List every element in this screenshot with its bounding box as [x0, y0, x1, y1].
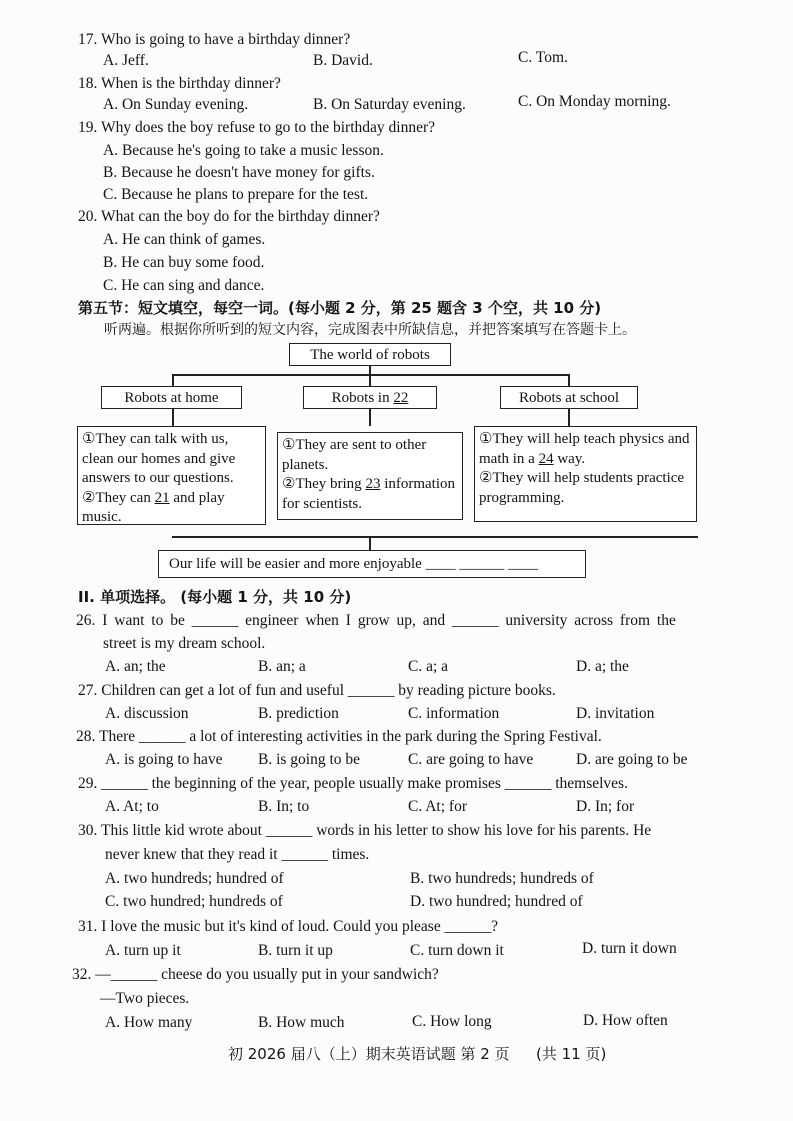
- q30-option-c: C. two hundred; hundreds of: [105, 893, 283, 910]
- branch-mid-box: [303, 386, 437, 409]
- q19-option-a: A. Because he's going to take a music lesson.: [103, 142, 384, 159]
- q27-option-a: A. discussion: [105, 705, 189, 722]
- q29-stem: 29. ______ the beginning of the year, people usually make promises ______ themselves.: [78, 775, 628, 792]
- q29-option-c: C. At; for: [408, 798, 467, 815]
- q17-option-a: A. Jeff.: [103, 52, 149, 69]
- q26-line1: 26. I want to be ______ engineer when I grow up, and ______ university across from the: [76, 612, 676, 629]
- q32-option-a: A. How many: [105, 1014, 193, 1031]
- q18-option-a: A. On Sunday evening.: [103, 96, 249, 113]
- connector-line: [172, 409, 174, 426]
- q20-stem: 20. What can the boy do for the birthday dinner?: [78, 208, 380, 225]
- q17-option-c: C. Tom.: [518, 49, 568, 66]
- q26-option-c: C. a; a: [408, 658, 449, 675]
- branch-school-label: Robots at school: [519, 389, 619, 406]
- q30-option-b: B. two hundreds; hundreds of: [410, 870, 594, 887]
- connector-line: [172, 536, 698, 538]
- q31-option-b: B. turn it up: [258, 942, 333, 959]
- connector-line: [172, 374, 174, 386]
- q30-option-d: D. two hundred; hundred of: [410, 893, 583, 910]
- q32-line2: —Two pieces.: [100, 990, 190, 1007]
- q29-option-d: D. In; for: [576, 798, 635, 815]
- conclusion-box: [158, 550, 586, 578]
- q32-option-d: D. How often: [583, 1012, 668, 1029]
- branch-home-label: Robots at home: [124, 389, 219, 406]
- q18-option-b: B. On Saturday evening.: [313, 96, 466, 113]
- school-detail-1: ①They will help teach physics and math in a 24 way.: [479, 431, 690, 467]
- part2-heading: II. 单项选择。 (每小题 1 分，共 10 分): [78, 588, 352, 606]
- q32-option-b: B. How much: [258, 1014, 345, 1031]
- q27-option-c: C. information: [408, 705, 500, 722]
- school-detail-box: [474, 426, 697, 522]
- q30-option-a: A. two hundreds; hundred of: [105, 870, 284, 887]
- q28-option-c: C. are going to have: [408, 751, 534, 768]
- home-detail-2: ②They can 21 and play music.: [82, 489, 225, 525]
- blank-22: 22: [393, 389, 409, 406]
- q28-stem: 28. There ______ a lot of interesting activities in the park during the Spring Festival.: [76, 728, 602, 745]
- q26-line2: street is my dream school.: [103, 635, 266, 652]
- blank-24: 24: [538, 450, 554, 467]
- page-total: (共 11 页): [536, 1045, 607, 1063]
- blank-21: 21: [154, 489, 170, 506]
- q18-stem: 18. When is the birthday dinner?: [78, 75, 281, 92]
- mid-detail-1: ①They are sent to other planets.: [282, 437, 427, 473]
- q30-line2: never knew that they read it ______ times.: [105, 846, 370, 863]
- q30-line1: 30. This little kid wrote about ______ words in his letter to show his love for his parents. He: [78, 822, 652, 839]
- section5-heading: 第五节：短文填空，每空一词。(每小题 2 分，第 25 题含 3 个空，共 10 分): [78, 299, 602, 317]
- q28-option-b: B. is going to be: [258, 751, 361, 768]
- connector-line: [369, 409, 371, 426]
- branch-home-box: [101, 386, 242, 409]
- q17-stem: 17. Who is going to have a birthday dinner?: [78, 31, 351, 48]
- q19-stem: 19. Why does the boy refuse to go to the birthday dinner?: [78, 119, 435, 136]
- q28-option-d: D. are going to be: [576, 751, 688, 768]
- q20-option-a: A. He can think of games.: [103, 231, 266, 248]
- q29-option-b: B. In; to: [258, 798, 310, 815]
- q31-option-a: A. turn up it: [105, 942, 181, 959]
- q31-option-c: C. turn down it: [410, 942, 504, 959]
- q29-option-a: A. At; to: [105, 798, 159, 815]
- q19-option-c: C. Because he plans to prepare for the test.: [103, 186, 369, 203]
- section5-instruction: 听两遍。根据你所听到的短文内容，完成图表中所缺信息，并把答案填写在答题卡上。: [104, 322, 636, 338]
- home-detail-box: [77, 426, 266, 525]
- q18-option-c: C. On Monday morning.: [518, 93, 671, 110]
- q27-stem: 27. Children can get a lot of fun and useful ______ by reading picture books.: [78, 682, 556, 699]
- q28-option-a: A. is going to have: [105, 751, 223, 768]
- conclusion-text: Our life will be easier and more enjoyable ____ ______ ____: [169, 556, 539, 572]
- mid-detail-2: ②They bring 23 information for scientists.: [282, 476, 456, 512]
- q20-option-b: B. He can buy some food.: [103, 254, 265, 271]
- blank-23: 23: [365, 476, 381, 492]
- q26-option-b: B. an; a: [258, 658, 306, 675]
- connector-line: [369, 374, 371, 386]
- q32-line1: 32. —______ cheese do you usually put in your sandwich?: [72, 966, 439, 983]
- q32-option-c: C. How long: [412, 1013, 492, 1030]
- q27-option-b: B. prediction: [258, 705, 339, 722]
- q17-option-b: B. David.: [313, 52, 373, 69]
- q31-option-d: D. turn it down: [582, 940, 677, 957]
- home-detail-1: ①They can talk with us, clean our homes and give answers to our questions.: [82, 431, 236, 486]
- mid-detail-box: [277, 432, 463, 520]
- diagram-root-label: The world of robots: [310, 346, 430, 363]
- q20-option-c: C. He can sing and dance.: [103, 277, 265, 294]
- connector-line: [369, 537, 371, 550]
- q27-option-d: D. invitation: [576, 705, 655, 722]
- q26-option-a: A. an; the: [105, 658, 166, 675]
- q19-option-b: B. Because he doesn't have money for gifts.: [103, 164, 375, 181]
- branch-mid-label: Robots in: [331, 389, 390, 406]
- diagram-root-box: [289, 343, 451, 366]
- q26-option-d: D. a; the: [576, 658, 629, 675]
- branch-school-box: [500, 386, 638, 409]
- q31-stem: 31. I love the music but it's kind of loud. Could you please ______?: [78, 918, 498, 935]
- page-footer: 初 2026 届八（上）期末英语试题 第 2 页: [228, 1045, 510, 1063]
- school-detail-2: ②They will help students practice programming.: [479, 470, 685, 506]
- connector-line: [568, 409, 570, 426]
- connector-line: [568, 374, 570, 386]
